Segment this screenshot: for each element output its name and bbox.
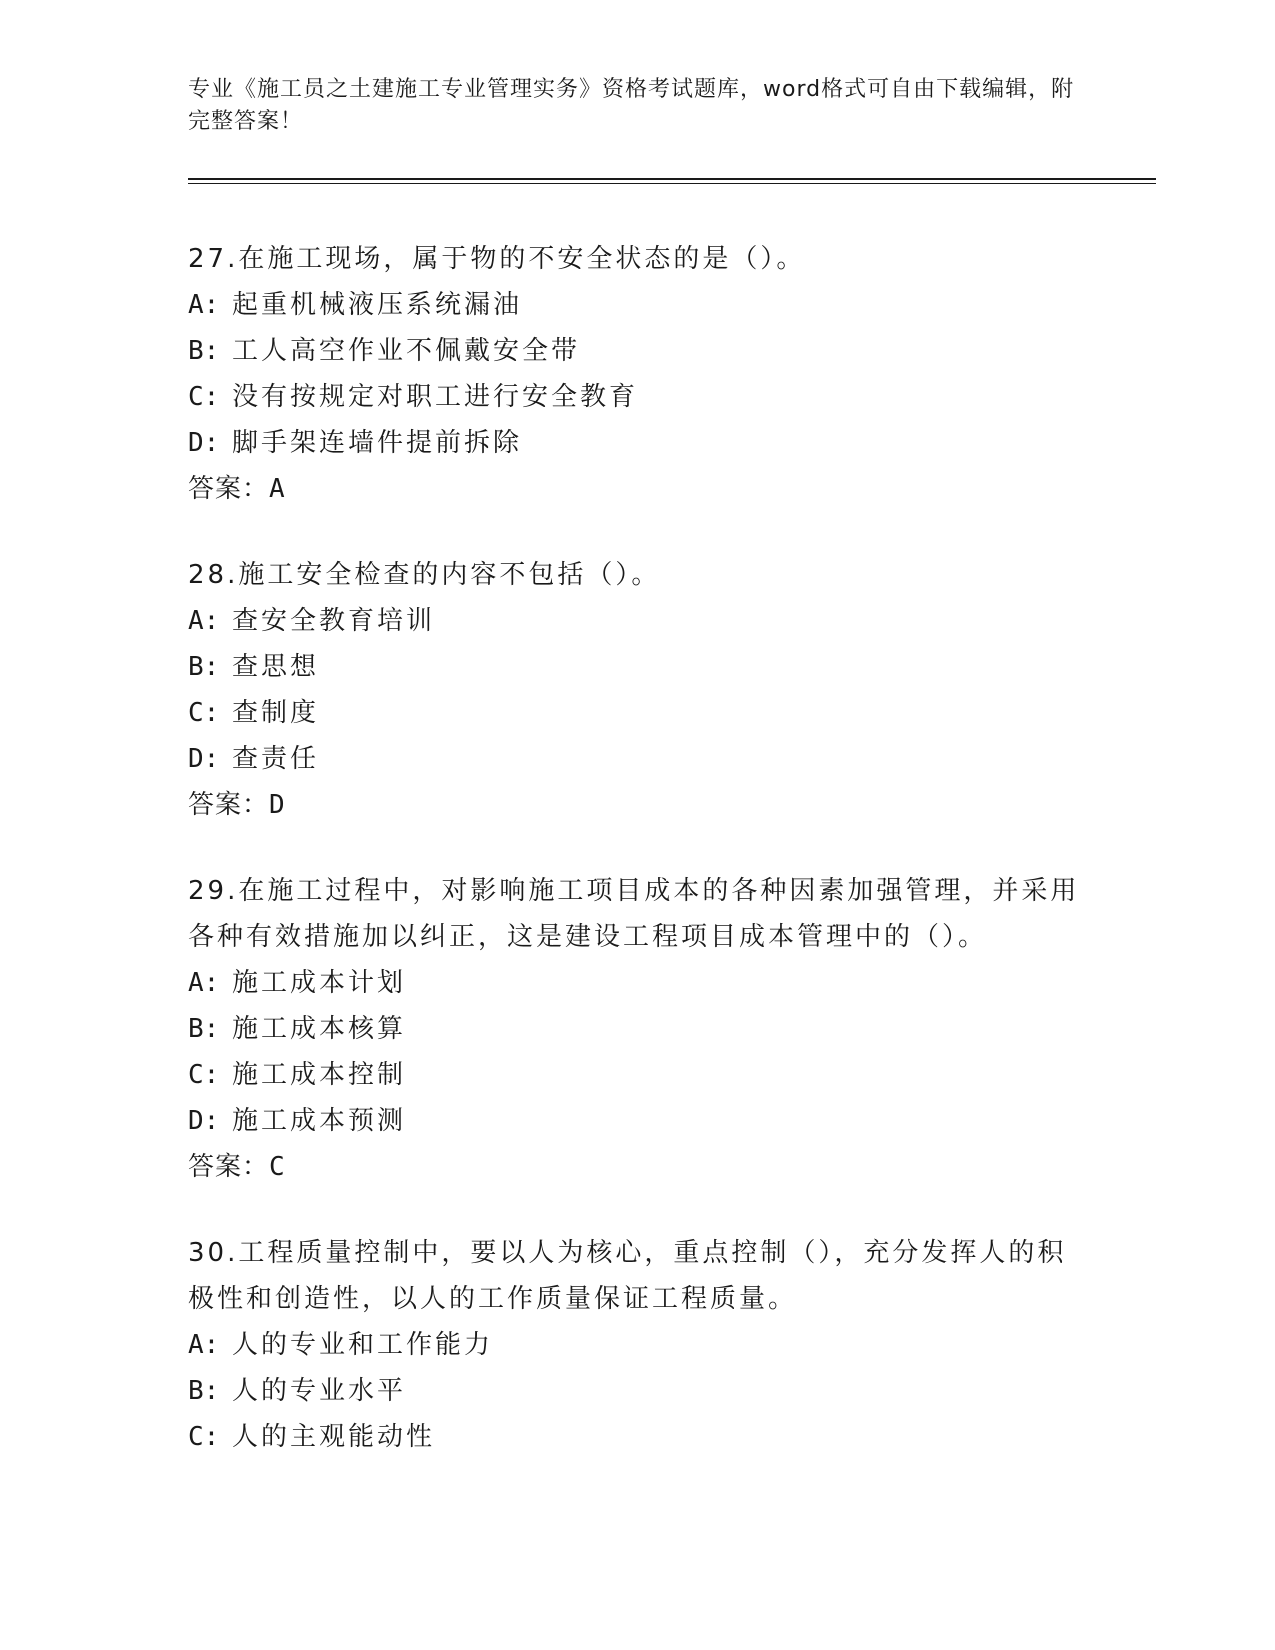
option-key: A:: [188, 290, 220, 320]
option-c: [188, 374, 1088, 420]
option-b: [188, 328, 1088, 374]
option-b: [188, 1368, 1088, 1414]
option-key: B:: [188, 336, 220, 366]
option-b: [188, 644, 1088, 690]
option-key: B:: [188, 1376, 220, 1406]
question-stem: 27.在施工现场，属于物的不安全状态的是（）。: [188, 244, 806, 274]
question-stem: 28.施工安全检查的内容不包括（）。: [188, 560, 661, 590]
question-30: [188, 1230, 1088, 1460]
option-text: 施工成本预测: [232, 1106, 407, 1136]
answer-label: 答案：: [188, 474, 270, 504]
option-key: C:: [188, 698, 220, 728]
question-29: [188, 868, 1088, 1190]
option-key: B:: [188, 1014, 220, 1044]
question-28: [188, 552, 1088, 828]
option-a: [188, 960, 1088, 1006]
option-d: [188, 1098, 1088, 1144]
question-list: [188, 236, 1088, 1500]
option-d: [188, 420, 1088, 466]
option-text: 查制度: [232, 698, 320, 728]
option-key: D:: [188, 744, 220, 774]
option-text: 人的专业水平: [232, 1376, 407, 1406]
option-key: C:: [188, 382, 220, 412]
answer-value: C: [269, 1152, 286, 1182]
question-stem: 29.在施工过程中，对影响施工项目成本的各种因素加强管理，并采用各种有效措施加以纠正，这是建设工程项目成本管理中的（）。: [188, 876, 1080, 952]
option-text: 起重机械液压系统漏油: [232, 290, 523, 320]
option-text: 人的主观能动性: [232, 1422, 436, 1452]
option-text: 脚手架连墙件提前拆除: [232, 428, 523, 458]
option-c: [188, 690, 1088, 736]
question-27: [188, 236, 1088, 512]
option-text: 施工成本控制: [232, 1060, 407, 1090]
option-key: D:: [188, 1106, 220, 1136]
option-c: [188, 1052, 1088, 1098]
option-key: A:: [188, 968, 220, 998]
question-stem: 30.工程质量控制中，要以人为核心，重点控制（），充分发挥人的积极性和创造性，以人的工作质量保证工程质量。: [188, 1238, 1067, 1314]
answer-value: A: [269, 474, 286, 504]
option-key: A:: [188, 606, 220, 636]
option-b: [188, 1006, 1088, 1052]
option-text: 没有按规定对职工进行安全教育: [232, 382, 639, 412]
option-text: 查安全教育培训: [232, 606, 436, 636]
option-c: [188, 1414, 1088, 1460]
answer-line: [188, 466, 1088, 512]
option-a: [188, 282, 1088, 328]
option-text: 工人高空作业不佩戴安全带: [232, 336, 581, 366]
option-text: 人的专业和工作能力: [232, 1330, 494, 1360]
option-text: 施工成本计划: [232, 968, 407, 998]
option-key: C:: [188, 1060, 220, 1090]
header-divider-thin: [188, 183, 1156, 184]
option-d: [188, 736, 1088, 782]
option-key: A:: [188, 1330, 220, 1360]
option-key: B:: [188, 652, 220, 682]
answer-line: [188, 1144, 1088, 1190]
document-header: 专业《施工员之土建施工专业管理实务》资格考试题库，word格式可自由下载编辑，附完整答案！: [188, 77, 1075, 134]
option-text: 查思想: [232, 652, 320, 682]
option-text: 施工成本核算: [232, 1014, 407, 1044]
answer-label: 答案：: [188, 790, 270, 820]
option-a: [188, 598, 1088, 644]
answer-value: D: [269, 790, 286, 820]
option-text: 查责任: [232, 744, 320, 774]
option-key: D:: [188, 428, 220, 458]
answer-label: 答案：: [188, 1152, 270, 1182]
option-key: C:: [188, 1422, 220, 1452]
option-a: [188, 1322, 1088, 1368]
answer-line: [188, 782, 1088, 828]
header-divider-thick: [188, 178, 1156, 180]
